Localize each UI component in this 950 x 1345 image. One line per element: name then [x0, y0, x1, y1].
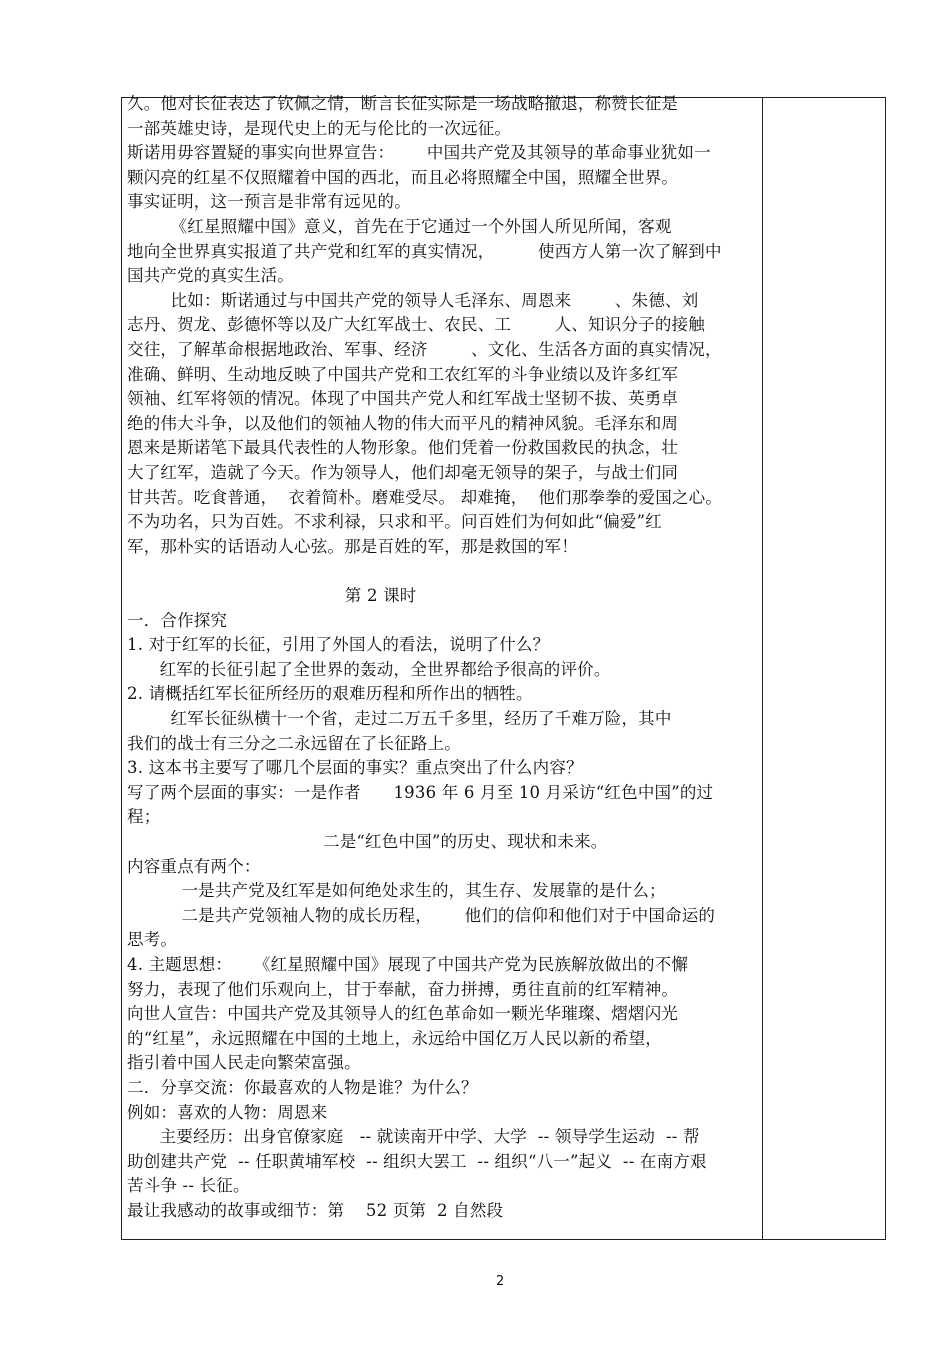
text-line: 4. 主题思想： 《红星照耀中国》展现了中国共产党为民族解放做出的不懈: [127, 955, 689, 974]
text-line: 第 2 课时: [127, 586, 417, 605]
text-line: 交往，了解革命根据地政治、军事、经济 、文化、生活各方面的真实情况，: [127, 340, 722, 359]
text-line: 准确、鲜明、生动地反映了中国共产党和工农红军的斗争业绩以及许多红军: [127, 364, 679, 384]
text-line: 的“红星”，永远照耀在中国的土地上，永远给中国亿万人民以新的希望，: [127, 1028, 662, 1048]
text-line: 大了红军，造就了今天。作为领导人，他们却毫无领导的架子，与战士们同: [127, 463, 679, 482]
text-line: 二．分享交流：你最喜欢的人物是谁？为什么？: [127, 1078, 478, 1097]
page-number: 2: [496, 1274, 505, 1289]
text-line: 主要经历：出身官僚家庭 -- 就读南开中学、大学 -- 领导学生运动 -- 帮: [127, 1127, 700, 1147]
text-line: 程；: [127, 807, 161, 827]
text-line: 向世人宣告：中国共产党及其领导人的红色革命如一颗光华璀璨、熠熠闪光: [127, 1004, 679, 1024]
text-line: 斯诺用毋容置疑的事实向世界宣告： 中国共产党及其领导的革命事业犹如一: [127, 143, 711, 163]
text-line: 久。他对长征表达了钦佩之情，断言长征实际是一场战略撤退，称赞长征是: [127, 94, 679, 113]
text-line: 恩来是斯诺笔下最具代表性的人物形象。他们凭着一份救国救民的执念，壮: [127, 438, 679, 458]
text-line: 比如：斯诺通过与中国共产党的领导人毛泽东、周恩来 、朱德、刘: [127, 290, 699, 310]
text-line: 内容重点有两个：: [127, 856, 261, 876]
text-line: 指引着中国人民走向繁荣富强。: [127, 1053, 361, 1073]
text-line: 颗闪亮的红星不仅照耀着中国的西北，而且必将照耀全中国，照耀全世界。: [127, 167, 679, 187]
text-line: 一是共产党及红军是如何绝处求生的，其生存、发展靠的是什么；: [127, 881, 666, 901]
text-line: 苦斗争 -- 长征。: [127, 1176, 250, 1196]
text-line: 领袖、红军将领的情况。体现了中国共产党人和红军战士坚韧不拔、英勇卓: [127, 389, 679, 409]
text-line: 二是共产党领袖人物的成长历程， 他们的信仰和他们对于中国命运的: [127, 905, 716, 925]
text-line: 国共产党的真实生活。: [127, 266, 294, 286]
text-line: 2. 请概括红军长征所经历的艰难历程和所作出的牺牲。: [127, 684, 533, 704]
text-line: 我们的战士有三分之二永远留在了长征路上。: [127, 733, 461, 753]
text-line: 《红星照耀中国》意义，首先在于它通过一个外国人所见所闻，客观: [127, 217, 672, 236]
text-line: 军，那朴实的话语动人心弦。那是百姓的军，那是救国的军！: [127, 536, 578, 556]
text-line: 一．合作探究: [127, 610, 228, 630]
text-line: 不为功名，只为百姓。不求利禄，只求和平。问百姓们为何如此“偏爱”红: [127, 512, 662, 532]
text-line: 最让我感动的故事或细节：第 52 页第 2 自然段: [127, 1201, 504, 1220]
text-line: 地向全世界真实报道了共产党和红军的真实情况， 使西方人第一次了解到中: [127, 241, 722, 261]
text-line: 绝的伟大斗争，以及他们的领袖人物的伟大而平凡的精神风貌。毛泽东和周: [127, 413, 679, 433]
table-column-divider: [762, 97, 763, 1240]
text-line: 3. 这本书主要写了哪几个层面的事实？重点突出了什么内容？: [127, 758, 583, 778]
text-line: 写了两个层面的事实：一是作者 1936 年 6 月至 10 月采访“红色中国”的过: [127, 782, 714, 802]
text-line: 志丹、贺龙、彭德怀等以及广大红军战士、农民、工 人、知识分子的接触: [127, 315, 705, 335]
text-line: 例如：喜欢的人物：周恩来: [127, 1102, 328, 1122]
text-line: 事实证明，这一预言是非常有远见的。: [127, 192, 411, 212]
text-line: 红军的长征引起了全世界的轰动，全世界都给予很高的评价。: [127, 659, 611, 679]
text-line: 甘共苦。吃食普通， 衣着简朴。磨难受尽。 却难掩， 他们那拳拳的爱国之心。: [127, 487, 723, 507]
text-line: 一部英雄史诗，是现代史上的无与伦比的一次远征。: [127, 118, 512, 138]
text-line: 二是“红色中国”的历史、现状和未来。: [127, 832, 608, 851]
text-line: 助创建共产党 -- 任职黄埔军校 -- 组织大罢工 -- 组织“八一”起义 -- 在南方艰: [127, 1151, 707, 1171]
text-line: 红军长征纵横十一个省，走过二万五千多里，经历了千难万险，其中: [127, 709, 672, 728]
text-line: 1. 对于红军的长征，引用了外国人的看法，说明了什么？: [127, 635, 550, 655]
text-line: 思考。: [127, 930, 178, 950]
text-line: 努力，表现了他们乐观向上，甘于奉献，奋力拼搏，勇往直前的红军精神。: [127, 979, 679, 999]
